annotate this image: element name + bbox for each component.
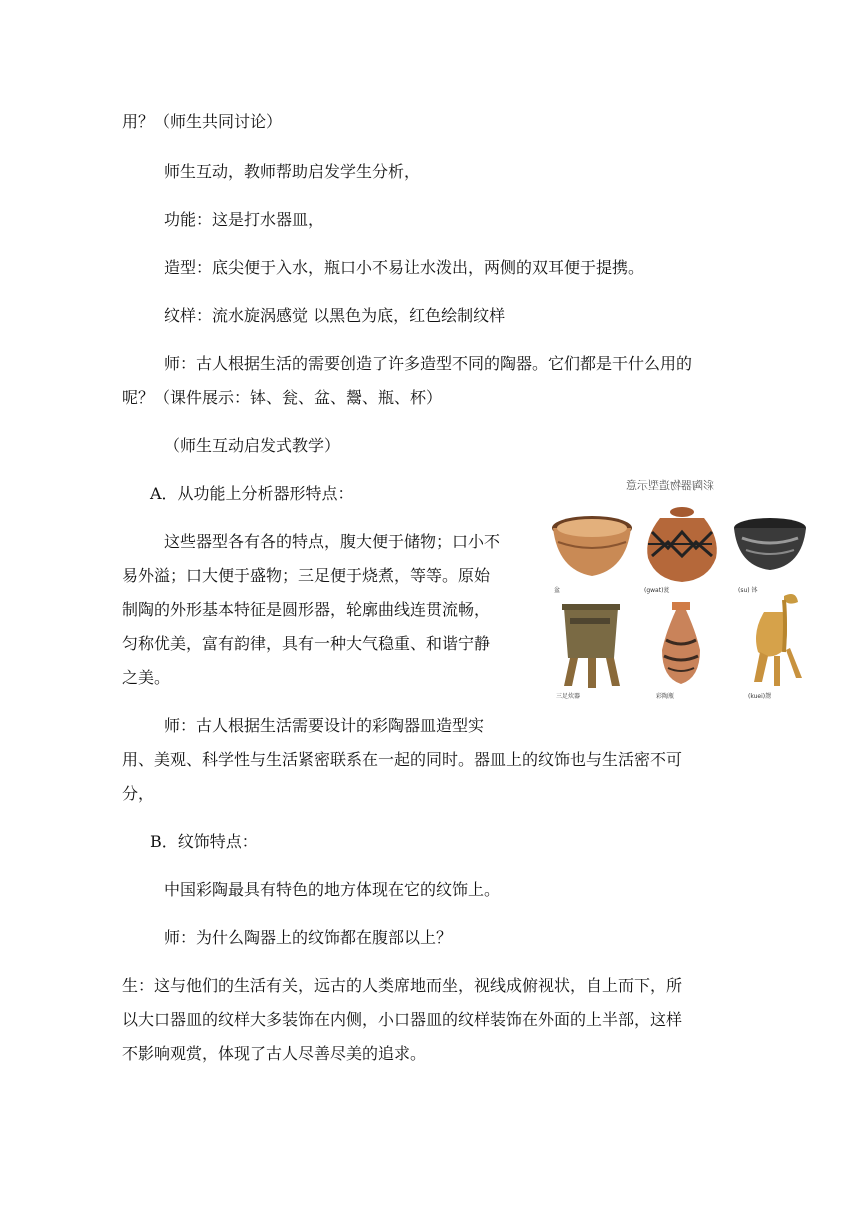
caption-pen: 盆	[554, 587, 561, 594]
paragraph-line: 师生互动，教师帮助启发学生分析，	[164, 162, 421, 181]
section-heading: B．纹饰特点：	[150, 832, 258, 851]
paragraph-line: 以大口器皿的纹样大多装饰在内侧，小口器皿的纹样装饰在外面的上半部，这样	[122, 1010, 683, 1029]
paragraph-line: （师生互动启发式教学）	[164, 436, 341, 455]
paragraph-line: 师：古人根据生活需要设计的彩陶器皿造型实	[164, 716, 485, 735]
paragraph-line: 之美。	[122, 668, 171, 687]
paragraph-line: 师：古人根据生活的需要创造了许多造型不同的陶器。它们都是干什么用的	[164, 354, 693, 373]
paragraph-line: 中国彩陶最具有特色的地方体现在它的纹饰上。	[164, 880, 501, 899]
paragraph-line: 师：为什么陶器上的纹饰都在腹部以上？	[164, 928, 453, 947]
paragraph-line: 分，	[122, 784, 155, 803]
paragraph-line: 易外溢；口大便于盛物；三足便于烧煮，等等。原始	[122, 566, 491, 585]
tripod-image	[562, 604, 620, 688]
pottery-figure	[548, 472, 810, 704]
paragraph-line: 不影响观赏，体现了古人尽善尽美的追求。	[122, 1044, 427, 1063]
paragraph-line: 这些器型各有各的特点，腹大便于储物；口小不	[164, 532, 501, 551]
caption-gui: (kuei)鬶	[748, 693, 772, 700]
paragraph-line: 造型：底尖便于入水，瓶口小不易让水泼出，两侧的双耳便于提携。	[164, 258, 645, 277]
paragraph-line: 匀称优美，富有韵律，具有一种大气稳重、和谐宁静	[122, 634, 491, 653]
caption-bo: (su) 钵	[738, 587, 758, 594]
paragraph-line: 用、美观、科学性与生活紧密联系在一起的同时。器皿上的纹饰也与生活密不可	[122, 750, 683, 769]
paragraph-line: 制陶的外形基本特征是圆形器，轮廓曲线连贯流畅，	[122, 600, 491, 619]
caption-vase: 彩陶瓶	[656, 693, 675, 700]
paragraph-line: 生：这与他们的生活有关，远古的人类席地而坐，视线成俯视状，自上而下，所	[122, 976, 683, 995]
paragraph-line: 呢？（课件展示：钵、瓮、盆、鬶、瓶、杯）	[122, 388, 443, 407]
paragraph-line: 纹样：流水旋涡感觉 以黑色为底，红色绘制纹样	[164, 306, 506, 325]
caption-tripod: 三足炊器	[556, 693, 581, 700]
figure-title: 彩陶器物造型示意	[626, 479, 714, 492]
paragraph-line: 功能：这是打水器皿，	[164, 210, 325, 229]
section-heading: A．从功能上分析器形特点：	[150, 484, 354, 503]
caption-weng: (gwat)瓮	[644, 587, 670, 594]
paragraph-line: 用？（师生共同讨论）	[122, 112, 283, 131]
